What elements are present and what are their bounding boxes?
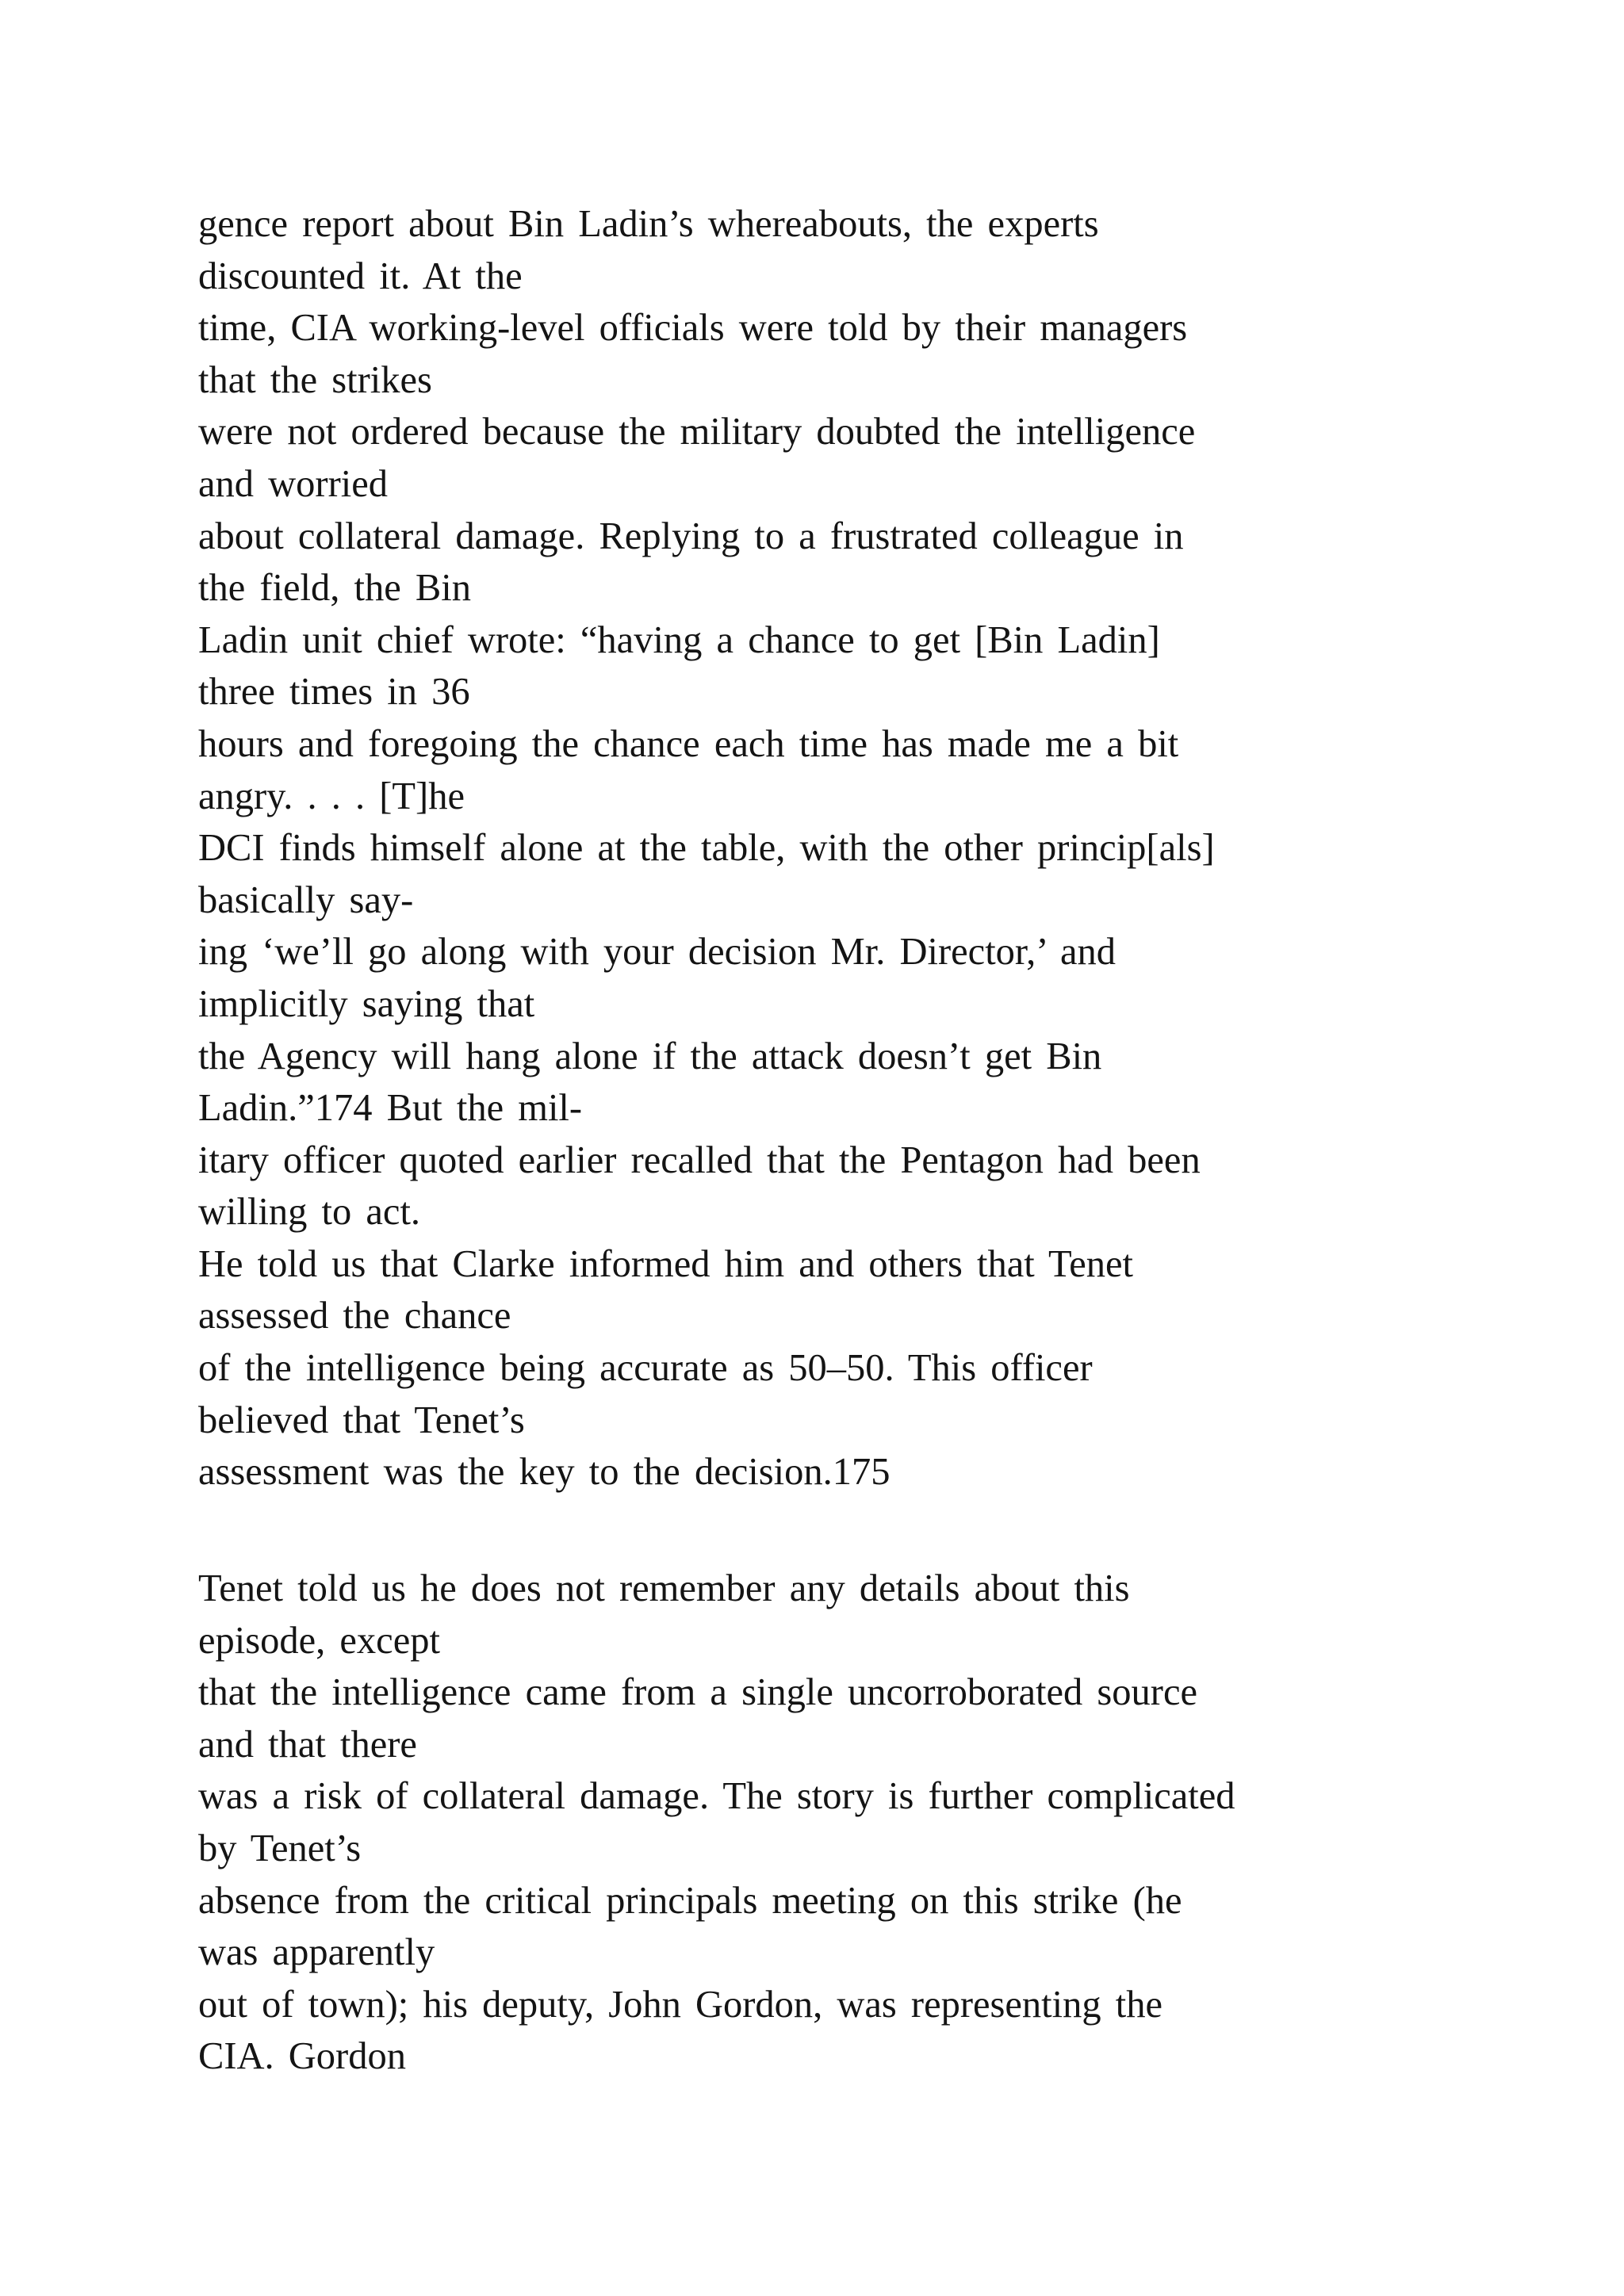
text-line: that the strikes (198, 358, 432, 401)
text-line: He told us that Clarke informed him and others that Tenet (198, 1242, 1134, 1285)
text-line: assessed the chance (198, 1295, 511, 1337)
text-line: angry. . . . [T]he (198, 775, 465, 817)
text-line: willing to act. (198, 1191, 421, 1234)
text-line: by Tenet’s (198, 1827, 362, 1869)
text-line: and worried (198, 462, 388, 505)
text-line: episode, except (198, 1619, 440, 1662)
text-line: Ladin.”174 But the mil- (198, 1087, 583, 1130)
text-line: assessment was the key to the decision.175 (198, 1451, 891, 1494)
text-line: absence from the critical principals meeting on this strike (he (198, 1879, 1182, 1922)
text-line: DCI finds himself alone at the table, with the other princip[als] (198, 827, 1215, 870)
text-line: was apparently (198, 1931, 435, 1974)
text-line: believed that Tenet’s (198, 1399, 525, 1441)
text-line: about collateral damage. Replying to a frustrated colleague in (198, 515, 1184, 557)
text-line: out of town); his deputy, John Gordon, was representing the (198, 1983, 1163, 2026)
text-line: discounted it. At the (198, 254, 523, 297)
text-line: itary officer quoted earlier recalled that the Pentagon had been (198, 1138, 1201, 1181)
text-line: Ladin unit chief wrote: “having a chance to get [Bin Ladin] (198, 618, 1160, 661)
paragraph-1 (198, 198, 1546, 1498)
text-line: hours and foregoing the chance each time has made me a bit (198, 722, 1179, 765)
text-line: ing ‘we’ll go along with your decision Mr. Director,’ and (198, 931, 1116, 974)
text-line: the field, the Bin (198, 567, 471, 610)
text-line: the Agency will hang alone if the attack doesn’t get Bin (198, 1035, 1102, 1077)
text-line: basically say- (198, 878, 414, 921)
text-line: CIA. Gordon (198, 2035, 406, 2078)
text-line: time, CIA working-level officials were told by their managers (198, 307, 1188, 350)
text-line: gence report about Bin Ladin’s whereabouts, the experts (198, 203, 1099, 245)
text-line: were not ordered because the military doubted the intelligence (198, 411, 1196, 453)
text-line: three times in 36 (198, 671, 470, 714)
text-line: implicitly saying that (198, 982, 535, 1025)
text-line: Tenet told us he does not remember any details about this (198, 1567, 1130, 1609)
text-line: that the intelligence came from a single uncorroborated source (198, 1671, 1198, 1714)
text-line: was a risk of collateral damage. The story is further complicated (198, 1775, 1235, 1818)
text-line: of the intelligence being accurate as 50–50. This officer (198, 1347, 1093, 1390)
text-line: and that there (198, 1723, 417, 1766)
paragraph-2 (198, 1563, 1546, 2083)
